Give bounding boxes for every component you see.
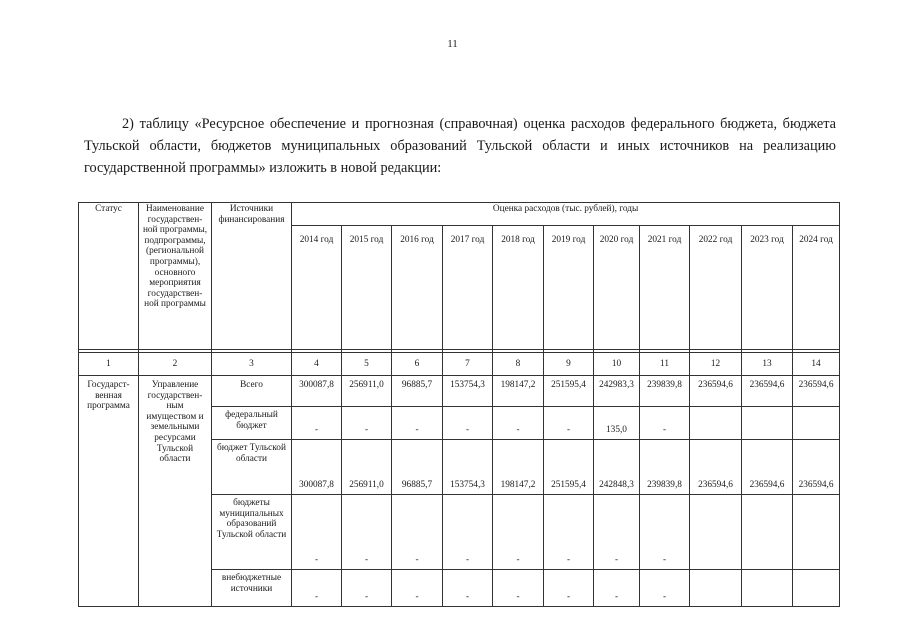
header-year: 2021 год [640,226,690,350]
source-cell: Всего [212,376,292,407]
value-cell: - [594,495,640,570]
value-cell: 198147,2 [493,376,544,407]
value-cell [742,407,793,440]
value-cell: 239839,8 [640,440,690,495]
column-number: 13 [742,353,793,376]
column-number: 7 [443,353,493,376]
value-cell: - [443,570,493,607]
value-cell: 153754,3 [443,440,493,495]
intro-paragraph: 2) таблицу «Ресурсное обеспечение и прогнозная (справочная) оценка расходов федерального бюджета, бюджета Тульской области, бюджетов муниципальных образований Тульской области и иных источников на реализацию государственной программы» изложить в новой редакции: [84,116,836,176]
column-number: 2 [139,353,212,376]
value-cell: - [342,407,392,440]
value-cell [793,570,840,607]
header-year: 2017 год [443,226,493,350]
header-estimate: Оценка расходов (тыс. рублей), годы [292,203,840,226]
value-cell: 96885,7 [392,440,443,495]
value-cell: - [392,407,443,440]
value-cell: - [544,570,594,607]
column-number: 11 [640,353,690,376]
value-cell: - [493,495,544,570]
value-cell: - [544,407,594,440]
value-cell: - [640,407,690,440]
header-year: 2024 год [793,226,840,350]
value-cell: 236594,6 [690,440,742,495]
column-number: 1 [79,353,139,376]
header-year: 2019 год [544,226,594,350]
value-cell: 242848,3 [594,440,640,495]
value-cell: - [342,570,392,607]
value-cell: 198147,2 [493,440,544,495]
value-cell [742,495,793,570]
value-cell: - [594,570,640,607]
value-cell: 236594,6 [793,376,840,407]
page-number: 11 [447,38,458,50]
value-cell: 236594,6 [742,376,793,407]
value-cell: 256911,0 [342,440,392,495]
value-cell: - [392,570,443,607]
value-cell: - [544,495,594,570]
value-cell: 242983,3 [594,376,640,407]
value-cell: 96885,7 [392,376,443,407]
value-cell: - [493,570,544,607]
header-row-1 [79,203,840,226]
value-cell: - [493,407,544,440]
value-cell [690,407,742,440]
table-row-total [79,376,840,407]
column-number: 8 [493,353,544,376]
column-number: 6 [392,353,443,376]
value-cell: 135,0 [594,407,640,440]
source-cell: федеральный бюджет [212,407,292,440]
source-cell: бюджеты муниципальных образований Тульской области [212,495,292,570]
value-cell: 251595,4 [544,376,594,407]
value-cell: - [640,570,690,607]
column-number: 9 [544,353,594,376]
header-program-name: Наименование государствен-ной программы, подпрограммы, (региональной программы), основного мероприятия государствен-ной программы [139,203,212,350]
header-year: 2022 год [690,226,742,350]
value-cell: - [292,407,342,440]
column-number: 12 [690,353,742,376]
value-cell: 300087,8 [292,376,342,407]
value-cell: - [392,495,443,570]
source-cell: бюджет Тульской области [212,440,292,495]
header-sources: Источники финансирования [212,203,292,350]
value-cell: 256911,0 [342,376,392,407]
value-cell: - [443,495,493,570]
value-cell: - [292,570,342,607]
header-year: 2014 год [292,226,342,350]
value-cell: - [342,495,392,570]
value-cell: 239839,8 [640,376,690,407]
column-number: 14 [793,353,840,376]
column-number: 3 [212,353,292,376]
value-cell: 153754,3 [443,376,493,407]
header-year: 2018 год [493,226,544,350]
source-cell: внебюджетные источники [212,570,292,607]
header-year: 2023 год [742,226,793,350]
value-cell [793,495,840,570]
value-cell [742,570,793,607]
header-year: 2015 год [342,226,392,350]
value-cell [793,407,840,440]
value-cell: - [443,407,493,440]
value-cell [690,570,742,607]
header-year: 2016 год [392,226,443,350]
value-cell: - [292,495,342,570]
resource-table [78,202,840,607]
value-cell: 236594,6 [690,376,742,407]
value-cell: - [640,495,690,570]
column-number: 10 [594,353,640,376]
value-cell [690,495,742,570]
column-number: 5 [342,353,392,376]
program-name-cell: Управление государствен-ным имуществом и земельными ресурсами Тульской области [139,376,212,607]
header-year: 2020 год [594,226,640,350]
value-cell: 236594,6 [742,440,793,495]
header-status: Статус [79,203,139,350]
value-cell: 236594,6 [793,440,840,495]
value-cell: 300087,8 [292,440,342,495]
status-cell: Государст-венная программа [79,376,139,607]
column-numbers-row [79,353,840,376]
column-number: 4 [292,353,342,376]
value-cell: 251595,4 [544,440,594,495]
